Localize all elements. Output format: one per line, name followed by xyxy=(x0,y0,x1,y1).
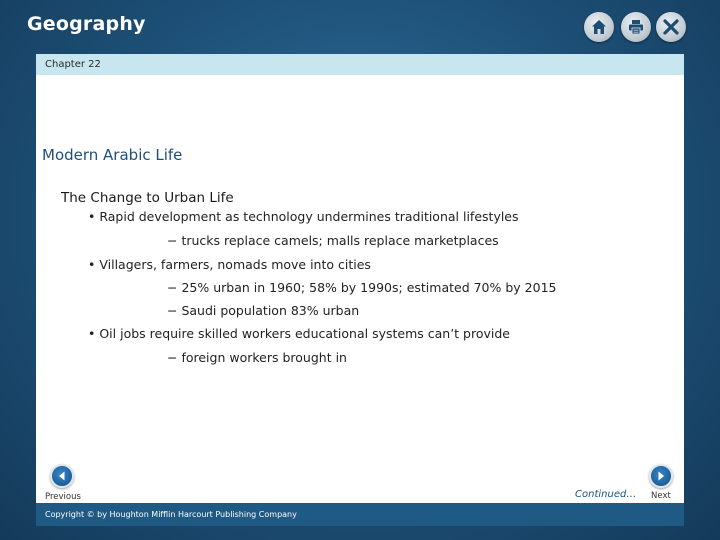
home-icon xyxy=(590,18,608,36)
previous-label[interactable]: Previous xyxy=(45,492,81,502)
bullet-point: • Villagers, farmers, nomads move into cities xyxy=(88,257,371,272)
close-icon xyxy=(662,18,680,36)
bullet-point: • Oil jobs require skilled workers educational systems can’t provide xyxy=(88,326,510,341)
copyright-text: Copyright © by Houghton Mifflin Harcourt Publishing Company xyxy=(45,510,297,519)
sub-point: − foreign workers brought in xyxy=(167,350,347,365)
footer-bar xyxy=(36,503,684,526)
bullet-point: • Rapid development as technology undermines traditional lifestyles xyxy=(88,209,519,224)
print-button[interactable] xyxy=(621,12,651,42)
continued-label: Continued… xyxy=(575,489,637,500)
chapter-bar xyxy=(36,54,684,75)
slide-content xyxy=(36,54,684,503)
subheading: The Change to Urban Life xyxy=(61,190,234,206)
sub-point: − 25% urban in 1960; 58% by 1990s; estimated 70% by 2015 xyxy=(167,280,557,295)
close-button[interactable] xyxy=(656,12,686,42)
next-label[interactable]: Next xyxy=(651,491,671,501)
chapter-label: Chapter 22 xyxy=(45,59,101,70)
home-button[interactable] xyxy=(584,12,614,42)
next-button[interactable] xyxy=(649,464,673,488)
arrow-left-icon xyxy=(56,467,68,486)
sub-point: − Saudi population 83% urban xyxy=(167,303,360,318)
arrow-right-icon xyxy=(655,467,667,486)
previous-button[interactable] xyxy=(50,464,74,488)
sub-point: − trucks replace camels; malls replace marketplaces xyxy=(167,233,499,248)
app-title: Geography xyxy=(27,13,146,35)
section-title: Modern Arabic Life xyxy=(42,146,183,164)
printer-icon xyxy=(627,18,645,36)
